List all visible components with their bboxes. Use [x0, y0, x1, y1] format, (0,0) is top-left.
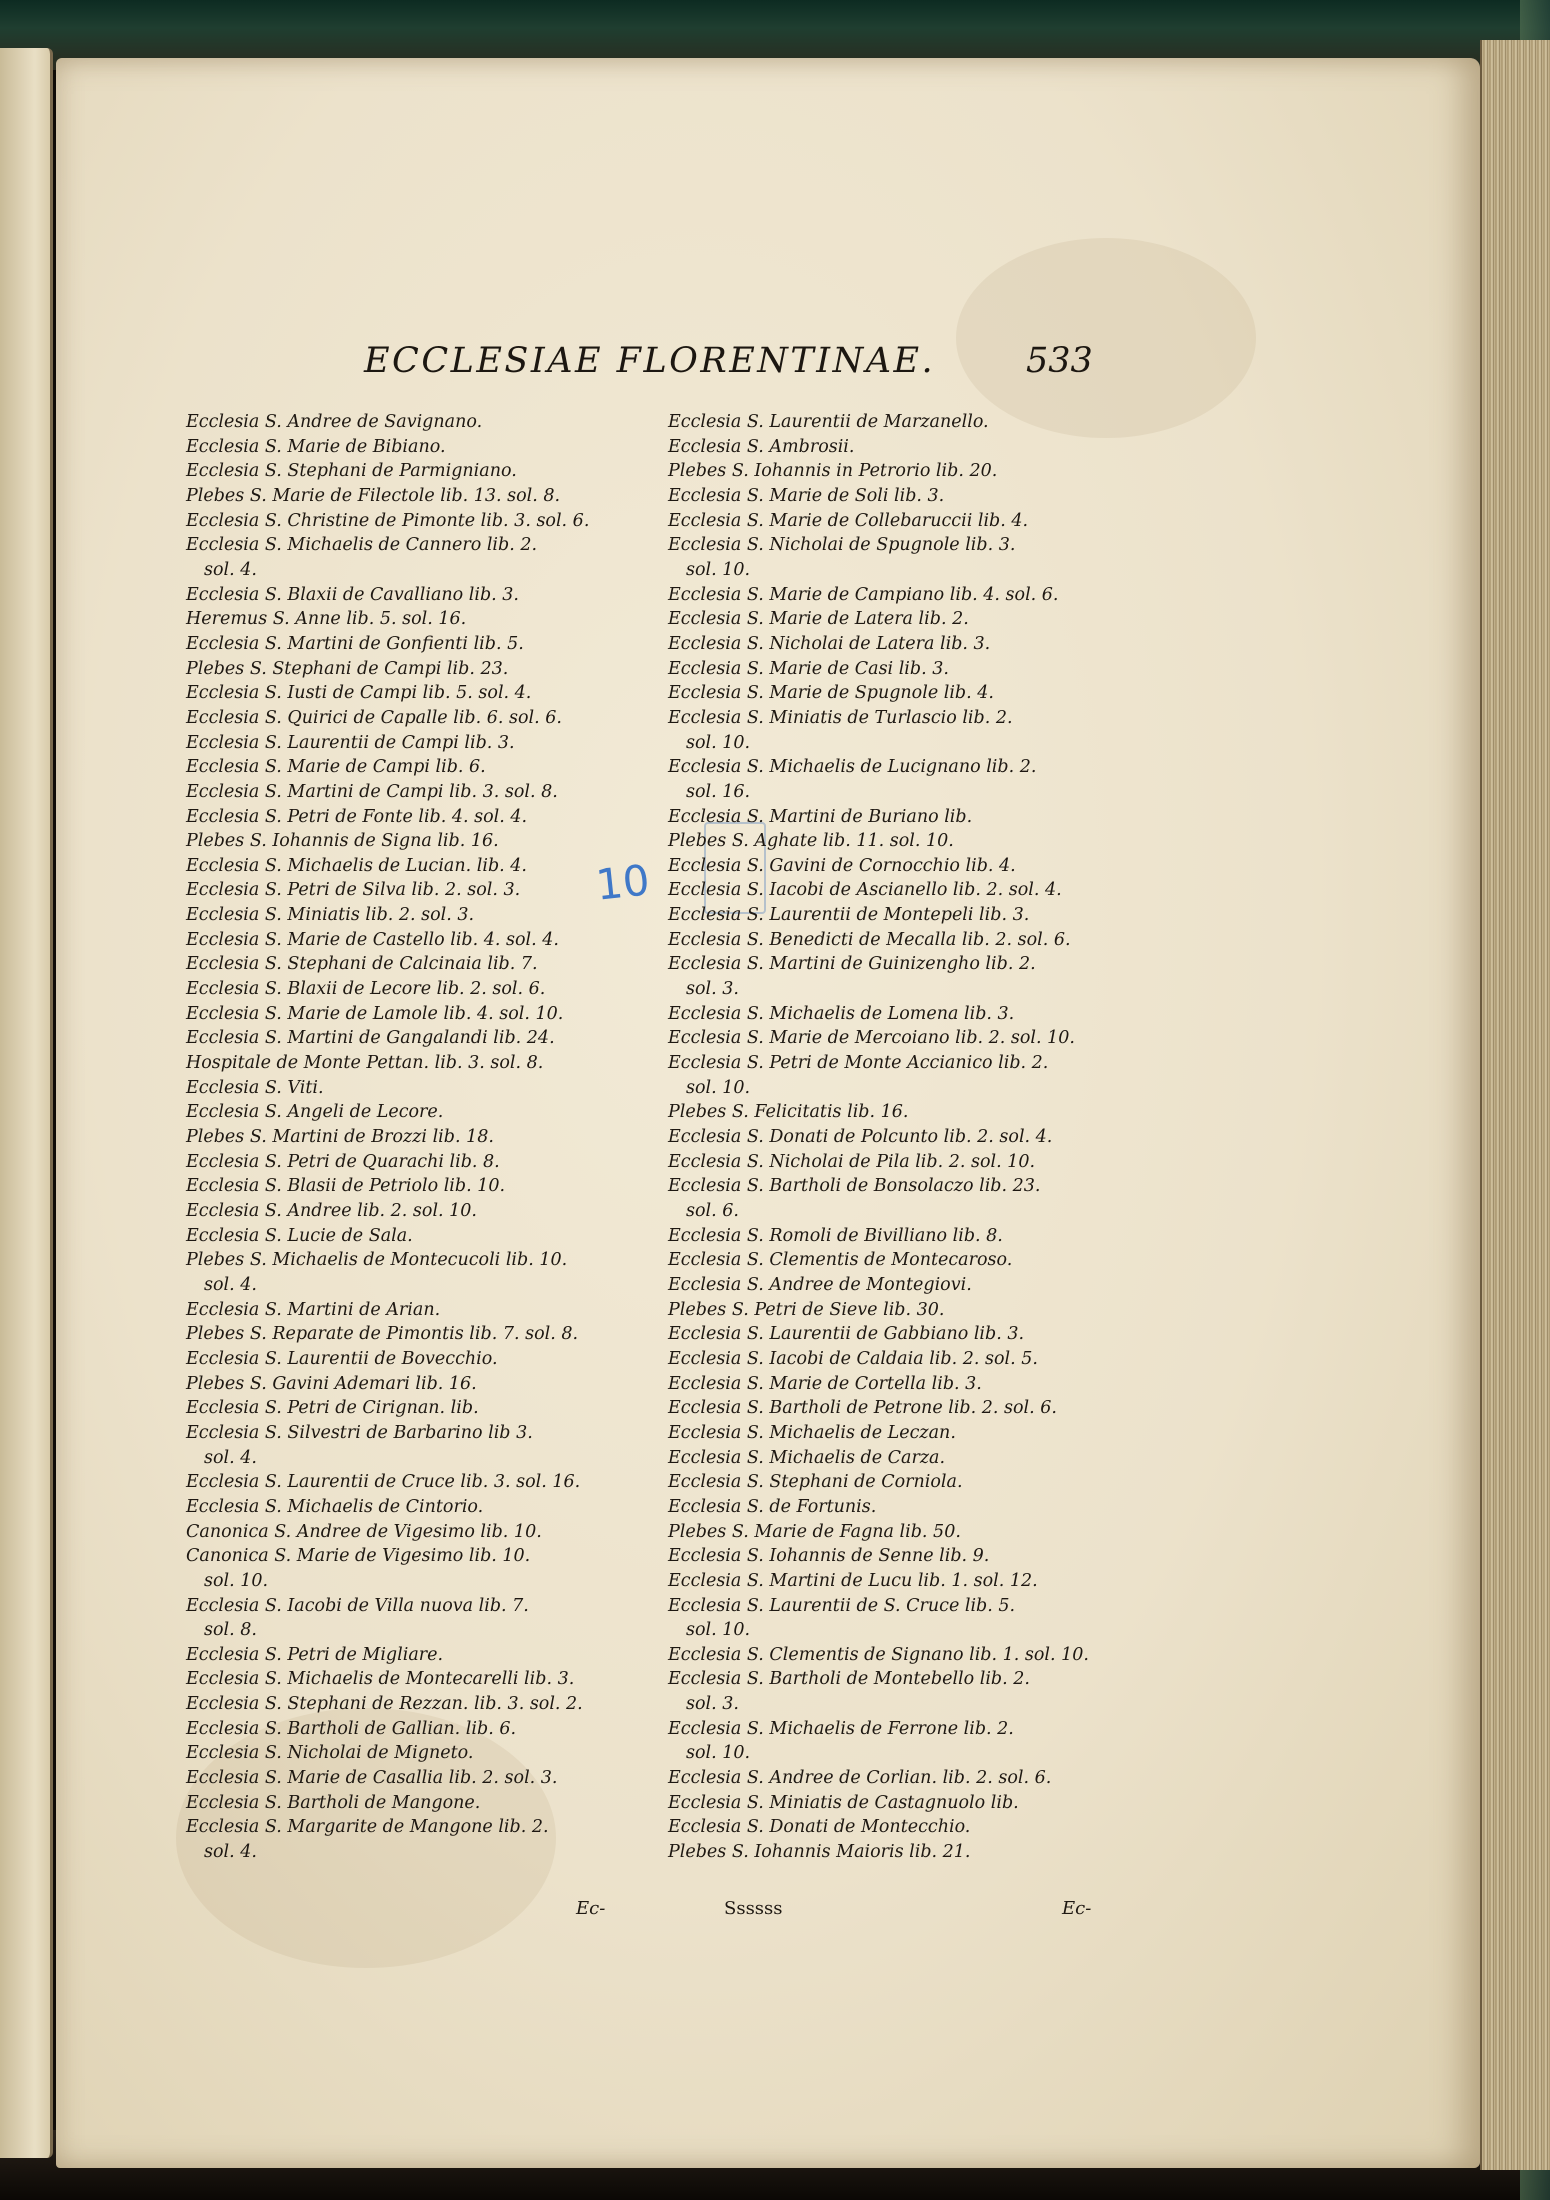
blue-ink-annotation: 10 — [593, 855, 652, 910]
register-entry: Ecclesia S. Andree lib. 2. sol. 10. — [186, 1201, 477, 1221]
register-entry: Plebes S. Iohannis de Signa lib. 16. — [186, 831, 499, 852]
register-entry: Plebes S. Gavini Ademari lib. 16. — [186, 1373, 477, 1394]
register-entry: Ecclesia S. Laurentii de S. Cruce lib. 5. — [668, 1595, 1016, 1616]
register-entry: Plebes S. Martini de Brozzi lib. 18. — [186, 1127, 494, 1148]
entry-continuation: sol. 10. — [686, 559, 751, 580]
register-entry: Plebes S. Felicitatis lib. 16. — [668, 1102, 909, 1123]
register-entry: Ecclesia S. Marie de Latera lib. 2. — [668, 609, 969, 630]
register-entry: Ecclesia S. Gavini de Cornocchio lib. 4. — [668, 855, 1016, 876]
paper-stain — [956, 238, 1256, 438]
running-title: ECCLESIAE FLORENTINAE. — [364, 341, 936, 381]
register-entry: Plebes S. Reparate de Pimontis lib. 7. sol. 8. — [186, 1324, 579, 1345]
register-entry: Ecclesia S. Martini de Campi lib. 3. sol. 8. — [186, 781, 558, 802]
register-entry: Ecclesia S. Martini de Buriano lib. — [668, 806, 973, 827]
page-footer — [56, 1898, 1480, 1928]
register-entry: Ecclesia S. Marie de Campi lib. 6. — [186, 757, 486, 778]
entry-continuation: sol. 3. — [686, 1694, 739, 1715]
register-entry: Ecclesia S. Marie de Bibiano. — [186, 436, 446, 457]
register-entry: Ecclesia S. Martini de Gangalandi lib. 24. — [186, 1028, 555, 1049]
book-page — [56, 58, 1480, 2168]
register-entry: Ecclesia S. Martini de Guinizengho lib. 2. — [668, 954, 1036, 975]
entry-continuation: sol. 4. — [204, 1274, 257, 1295]
register-entry: Ecclesia S. Marie de Castello lib. 4. sol. 4. — [186, 929, 559, 950]
register-entry: Ecclesia S. Miniatis de Turlascio lib. 2. — [668, 707, 1013, 728]
register-entry: Ecclesia S. Michaelis de Cannero lib. 2. — [186, 535, 538, 556]
register-entry: Ecclesia S. Nicholai de Latera lib. 3. — [668, 633, 991, 654]
register-entry: Ecclesia S. Michaelis de Carza. — [668, 1447, 946, 1468]
register-entry: Ecclesia S. Petri de Quarachi lib. 8. — [186, 1151, 500, 1172]
register-entry: Ecclesia S. Laurentii de Gabbiano lib. 3. — [668, 1324, 1025, 1345]
register-entry: Ecclesia S. Marie de Campiano lib. 4. sol. 6. — [668, 584, 1059, 605]
register-entry: Ecclesia S. Petri de Cirignan. lib. — [186, 1398, 479, 1419]
register-entry: Ecclesia S. Iacobi de Villa nuova lib. 7. — [186, 1595, 529, 1616]
register-entry: Ecclesia S. Bartholi de Montebello lib. 2. — [668, 1669, 1030, 1690]
register-entry: Ecclesia S. Marie de Casi lib. 3. — [668, 658, 949, 679]
register-entry: Ecclesia S. Michaelis de Montecarelli lib. 3. — [186, 1669, 575, 1690]
register-entry: Ecclesia S. Donati de Polcunto lib. 2. sol. 4. — [668, 1127, 1053, 1148]
register-entry: Plebes S. Petri de Sieve lib. 30. — [668, 1299, 945, 1320]
entry-continuation: sol. 6. — [686, 1201, 739, 1221]
register-entry: Ecclesia S. Iohannis de Senne lib. 9. — [668, 1546, 990, 1567]
register-entry: Ecclesia S. Andree de Corlian. lib. 2. sol. 6. — [668, 1768, 1052, 1789]
register-entry: Ecclesia S. Michaelis de Lomena lib. 3. — [668, 1003, 1015, 1024]
register-entry: Ecclesia S. Laurentii de Montepeli lib. 3. — [668, 905, 1030, 926]
register-entry: Ecclesia S. Martini de Gonfienti lib. 5. — [186, 633, 524, 654]
entry-continuation: sol. 10. — [686, 1620, 751, 1641]
register-entry: Ecclesia S. Bartholi de Gallian. lib. 6. — [186, 1718, 517, 1739]
register-entry: Ecclesia S. Blaxii de Cavalliano lib. 3. — [186, 584, 519, 605]
register-entry: Ecclesia S. Silvestri de Barbarino lib 3. — [186, 1422, 533, 1443]
register-entry: Ecclesia S. Marie de Soli lib. 3. — [668, 485, 945, 506]
register-entry: Plebes S. Aghate lib. 11. sol. 10. — [668, 831, 954, 852]
register-entry: Ecclesia S. Ambrosii. — [668, 436, 855, 457]
entry-continuation: sol. 10. — [204, 1570, 269, 1591]
register-entry: Ecclesia S. Bartholi de Mangone. — [186, 1792, 481, 1813]
register-entry: Ecclesia S. Margarite de Mangone lib. 2. — [186, 1817, 549, 1838]
register-entry: Heremus S. Anne lib. 5. sol. 16. — [186, 609, 467, 630]
register-entry: Plebes S. Marie de Fagna lib. 50. — [668, 1521, 961, 1542]
register-entry: Ecclesia S. Iacobi de Caldaia lib. 2. sol. 5. — [668, 1348, 1038, 1369]
page-number: 533 — [1026, 341, 1093, 381]
register-entry: Ecclesia S. Angeli de Lecore. — [186, 1102, 444, 1123]
register-entry: Ecclesia S. Petri de Silva lib. 2. sol. 3. — [186, 880, 521, 901]
register-entry: Canonica S. Andree de Vigesimo lib. 10. — [186, 1521, 542, 1542]
register-entry: Canonica S. Marie de Vigesimo lib. 10. — [186, 1546, 531, 1567]
register-entry: Ecclesia S. Marie de Casallia lib. 2. sol. 3. — [186, 1768, 558, 1789]
register-entry: Ecclesia S. Petri de Migliare. — [186, 1644, 444, 1665]
register-entry: Ecclesia S. Stephani de Parmigniano. — [186, 461, 517, 482]
register-entry: Ecclesia S. Michaelis de Leczan. — [668, 1422, 956, 1443]
register-entry: Ecclesia S. de Fortunis. — [668, 1496, 877, 1517]
register-entry: Ecclesia S. Benedicti de Mecalla lib. 2. sol. 6. — [668, 929, 1071, 950]
signature-mark: Ssssss — [724, 1898, 783, 1919]
register-entry: Ecclesia S. Michaelis de Lucignano lib. 2. — [668, 757, 1037, 778]
register-entry: Plebes S. Stephani de Campi lib. 23. — [186, 658, 509, 679]
register-entry: Ecclesia S. Marie de Cortella lib. 3. — [668, 1373, 982, 1394]
register-entry: Ecclesia S. Laurentii de Cruce lib. 3. sol. 16. — [186, 1472, 581, 1493]
register-entry: Plebes S. Iohannis Maioris lib. 21. — [668, 1842, 971, 1863]
register-entry: Ecclesia S. Viti. — [186, 1077, 324, 1098]
page-header — [56, 341, 1480, 391]
register-entry: Ecclesia S. Nicholai de Migneto. — [186, 1743, 474, 1764]
catchword-left: Ec- — [576, 1898, 606, 1919]
register-entry: Ecclesia S. Romoli de Bivilliano lib. 8. — [668, 1225, 1003, 1246]
register-entry: Ecclesia S. Stephani de Corniola. — [668, 1472, 963, 1493]
register-entry: Plebes S. Michaelis de Montecucoli lib. 10. — [186, 1250, 568, 1271]
register-entry: Ecclesia S. Iusti de Campi lib. 5. sol. 4. — [186, 683, 532, 704]
register-entry: Ecclesia S. Nicholai de Spugnole lib. 3. — [668, 535, 1016, 556]
register-entry: Ecclesia S. Laurentii de Campi lib. 3. — [186, 732, 515, 753]
register-entry: Ecclesia S. Marie de Mercoiano lib. 2. sol. 10. — [668, 1028, 1075, 1049]
register-entry: Ecclesia S. Andree de Montegiovi. — [668, 1274, 972, 1295]
register-entry: Ecclesia S. Laurentii de Bovecchio. — [186, 1348, 498, 1369]
entry-continuation: sol. 4. — [204, 1842, 257, 1863]
register-entry: Ecclesia S. Michaelis de Lucian. lib. 4. — [186, 855, 527, 876]
register-entry: Ecclesia S. Michaelis de Cintorio. — [186, 1496, 484, 1517]
entry-continuation: sol. 3. — [686, 979, 739, 1000]
register-entry: Ecclesia S. Lucie de Sala. — [186, 1225, 413, 1246]
register-entry: Ecclesia S. Stephani de Rezzan. lib. 3. sol. 2. — [186, 1694, 583, 1715]
entry-continuation: sol. 4. — [204, 559, 257, 580]
register-entry: Ecclesia S. Martini de Lucu lib. 1. sol. 12. — [668, 1570, 1038, 1591]
register-entry: Ecclesia S. Clementis de Signano lib. 1. sol. 10. — [668, 1644, 1089, 1665]
register-entry: Hospitale de Monte Pettan. lib. 3. sol. 8. — [186, 1053, 544, 1074]
right-column — [668, 410, 1208, 1865]
register-entry: Ecclesia S. Quirici de Capalle lib. 6. sol. 6. — [186, 707, 562, 728]
register-entry: Ecclesia S. Marie de Spugnole lib. 4. — [668, 683, 994, 704]
register-entry: Ecclesia S. Michaelis de Ferrone lib. 2. — [668, 1718, 1014, 1739]
register-entry: Ecclesia S. Clementis de Montecaroso. — [668, 1250, 1013, 1271]
register-entry: Ecclesia S. Miniatis lib. 2. sol. 3. — [186, 905, 475, 926]
entry-continuation: sol. 10. — [686, 1077, 751, 1098]
entry-continuation: sol. 4. — [204, 1447, 257, 1468]
register-entry: Ecclesia S. Laurentii de Marzanello. — [668, 412, 989, 432]
register-entry: Plebes S. Iohannis in Petrorio lib. 20. — [668, 461, 998, 482]
facing-page-edge — [0, 48, 53, 2158]
register-entry: Ecclesia S. Petri de Fonte lib. 4. sol. 4. — [186, 806, 528, 827]
register-entry: Ecclesia S. Stephani de Calcinaia lib. 7. — [186, 954, 538, 975]
register-entry: Ecclesia S. Miniatis de Castagnuolo lib. — [668, 1792, 1019, 1813]
entry-continuation: sol. 10. — [686, 732, 751, 753]
left-column — [186, 410, 696, 1865]
register-entry: Ecclesia S. Blaxii de Lecore lib. 2. sol. 6. — [186, 979, 546, 1000]
register-entry: Ecclesia S. Donati de Montecchio. — [668, 1817, 971, 1838]
register-entry: Ecclesia S. Christine de Pimonte lib. 3. sol. 6. — [186, 510, 590, 531]
register-entry: Ecclesia S. Martini de Arian. — [186, 1299, 441, 1320]
register-entry: Ecclesia S. Andree de Savignano. — [186, 412, 483, 432]
register-entry: Ecclesia S. Nicholai de Pila lib. 2. sol. 10. — [668, 1151, 1036, 1172]
entry-continuation: sol. 10. — [686, 1743, 751, 1764]
catchword-right: Ec- — [1062, 1898, 1092, 1919]
register-entry: Ecclesia S. Iacobi de Ascianello lib. 2. sol. 4. — [668, 880, 1062, 901]
register-entry: Ecclesia S. Petri de Monte Accianico lib. 2. — [668, 1053, 1049, 1074]
entry-continuation: sol. 8. — [204, 1620, 257, 1641]
register-entry: Plebes S. Marie de Filectole lib. 13. sol. 8. — [186, 485, 561, 506]
register-entry: Ecclesia S. Marie de Collebaruccii lib. 4. — [668, 510, 1029, 531]
register-entry: Ecclesia S. Bartholi de Bonsolaczo lib. 23. — [668, 1176, 1041, 1197]
register-entry: Ecclesia S. Bartholi de Petrone lib. 2. sol. 6. — [668, 1398, 1057, 1419]
page-edge-stack — [1480, 40, 1550, 2170]
entry-continuation: sol. 16. — [686, 781, 751, 802]
register-entry: Ecclesia S. Blasii de Petriolo lib. 10. — [186, 1176, 506, 1197]
register-entry: Ecclesia S. Marie de Lamole lib. 4. sol. 10. — [186, 1003, 564, 1024]
